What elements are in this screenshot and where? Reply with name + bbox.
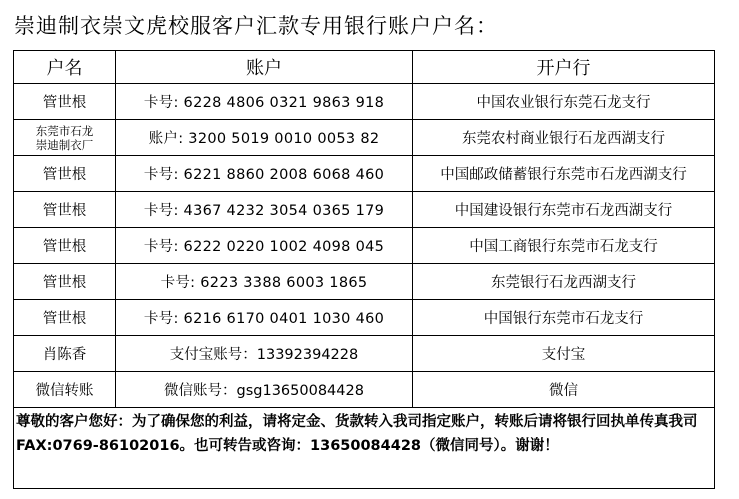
header-bank: 开户行 — [413, 51, 715, 84]
table-row — [14, 228, 715, 264]
account-number: 卡号: 6223 3388 6003 1865 — [116, 264, 413, 300]
bank-branch: 中国邮政储蓄银行东莞市石龙西湖支行 — [413, 156, 715, 192]
table-row — [14, 192, 715, 228]
account-holder: 肖陈香 — [14, 336, 116, 372]
bank-branch: 支付宝 — [413, 336, 715, 372]
account-number: 卡号: 4367 4232 3054 0365 179 — [116, 192, 413, 228]
bank-branch: 东莞农村商业银行石龙西湖支行 — [413, 120, 715, 156]
account-holder: 管世根 — [14, 264, 116, 300]
account-number: 卡号: 6221 8860 2008 6068 460 — [116, 156, 413, 192]
account-number: 微信账号：gsg13650084428 — [116, 372, 413, 408]
table-row — [14, 336, 715, 372]
account-number: 支付宝账号：13392394228 — [116, 336, 413, 372]
account-holder: 管世根 — [14, 300, 116, 336]
table-row — [14, 120, 715, 156]
header-account: 账户 — [116, 51, 413, 84]
table-row — [14, 300, 715, 336]
account-number: 卡号: 6222 0220 1002 4098 045 — [116, 228, 413, 264]
account-number: 卡号: 6228 4806 0321 9863 918 — [116, 84, 413, 120]
notice-row — [14, 408, 715, 489]
account-holder-line2: 崇迪制衣厂 — [35, 137, 94, 152]
table-row — [14, 156, 715, 192]
account-number: 账户: 3200 5019 0010 0053 82 — [116, 120, 413, 156]
account-holder: 微信转账 — [14, 372, 116, 408]
bank-account-table — [13, 50, 715, 489]
table-header-row — [14, 51, 715, 84]
bank-branch: 中国农业银行东莞石龙支行 — [413, 84, 715, 120]
account-holder — [14, 120, 116, 156]
bank-branch: 东莞银行石龙西湖支行 — [413, 264, 715, 300]
bank-branch: 中国银行东莞市石龙支行 — [413, 300, 715, 336]
account-number: 卡号: 6216 6170 0401 1030 460 — [116, 300, 413, 336]
table-row — [14, 84, 715, 120]
payment-notice: 尊敬的客户您好：为了确保您的利益，请将定金、货款转入我司指定账户，转账后请将银行回执单传真我司FAX:0769-86102016。也可转告或咨询：13650084428（微信同号）。谢谢！ — [14, 408, 715, 489]
account-holder: 管世根 — [14, 192, 116, 228]
bank-branch: 微信 — [413, 372, 715, 408]
account-holder-line1: 东莞市石龙 — [35, 123, 94, 138]
table-row — [14, 372, 715, 408]
account-holder: 管世根 — [14, 84, 116, 120]
table-row — [14, 264, 715, 300]
page-title: 崇迪制衣崇文虎校服客户汇款专用银行账户户名： — [14, 14, 498, 38]
bank-branch: 中国建设银行东莞市石龙西湖支行 — [413, 192, 715, 228]
account-holder: 管世根 — [14, 156, 116, 192]
bank-branch: 中国工商银行东莞市石龙支行 — [413, 228, 715, 264]
header-name: 户名 — [14, 51, 116, 84]
account-holder: 管世根 — [14, 228, 116, 264]
